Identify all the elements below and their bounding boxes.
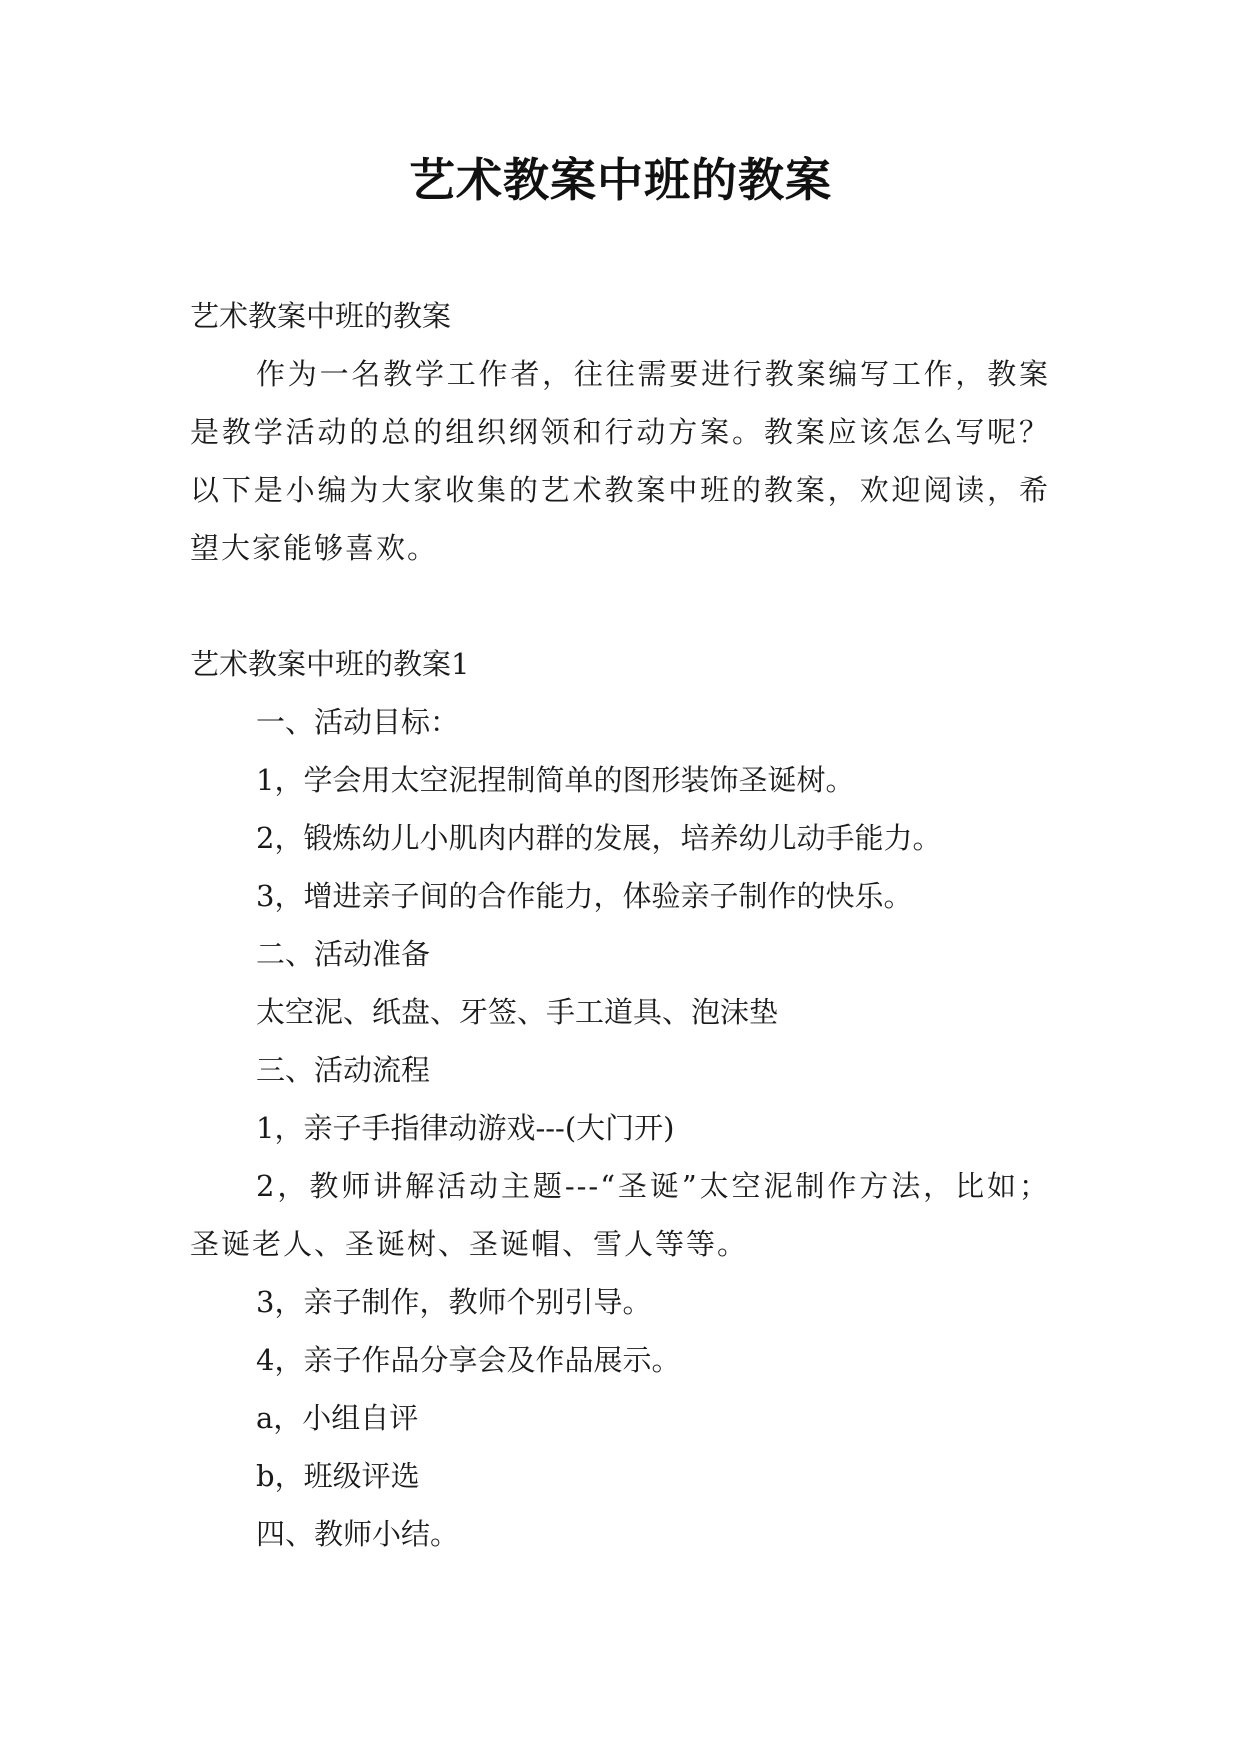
flow-step-4: 4，亲子作品分享会及作品展示。 — [256, 1343, 681, 1377]
document-title: 艺术教案中班的教案 — [409, 153, 832, 207]
flow-heading: 三、活动流程 — [256, 1053, 431, 1087]
section-gap — [190, 577, 1050, 635]
section-heading: 艺术教案中班的教案1 — [190, 647, 470, 681]
summary-heading: 四、教师小结。 — [256, 1517, 460, 1551]
prep-heading: 二、活动准备 — [256, 937, 431, 971]
goal-item-2: 2，锻炼幼儿小肌肉内群的发展，培养幼儿动手能力。 — [256, 821, 942, 855]
sub-item-a: a，小组自评 — [256, 1401, 419, 1435]
prep-items: 太空泥、纸盘、牙签、手工道具、泡沫垫 — [256, 995, 779, 1029]
document-body — [190, 287, 1050, 1563]
flow-step-1: 1，亲子手指律动游戏---(大门开) — [256, 1111, 675, 1145]
sub-item-b: b，班级评选 — [256, 1459, 420, 1493]
subtitle-line: 艺术教案中班的教案 — [190, 299, 452, 333]
goals-heading: 一、活动目标： — [256, 705, 460, 739]
flow-step-3: 3，亲子制作，教师个别引导。 — [256, 1285, 652, 1319]
intro-paragraph: 作为一名教学工作者，往往需要进行教案编写工作，教案是教学活动的总的组织纲领和行动方案。教案应该怎么写呢？以下是小编为大家收集的艺术教案中班的教案，欢迎阅读，希望大家能够喜欢。 — [190, 357, 1050, 565]
goal-item-1: 1，学会用太空泥捏制简单的图形装饰圣诞树。 — [256, 763, 855, 797]
flow-step-2: 2，教师讲解活动主题---“圣诞”太空泥制作方法，比如；圣诞老人、圣诞树、圣诞帽、雪人等等。 — [190, 1169, 1050, 1261]
goal-item-3: 3，增进亲子间的合作能力，体验亲子制作的快乐。 — [256, 879, 913, 913]
